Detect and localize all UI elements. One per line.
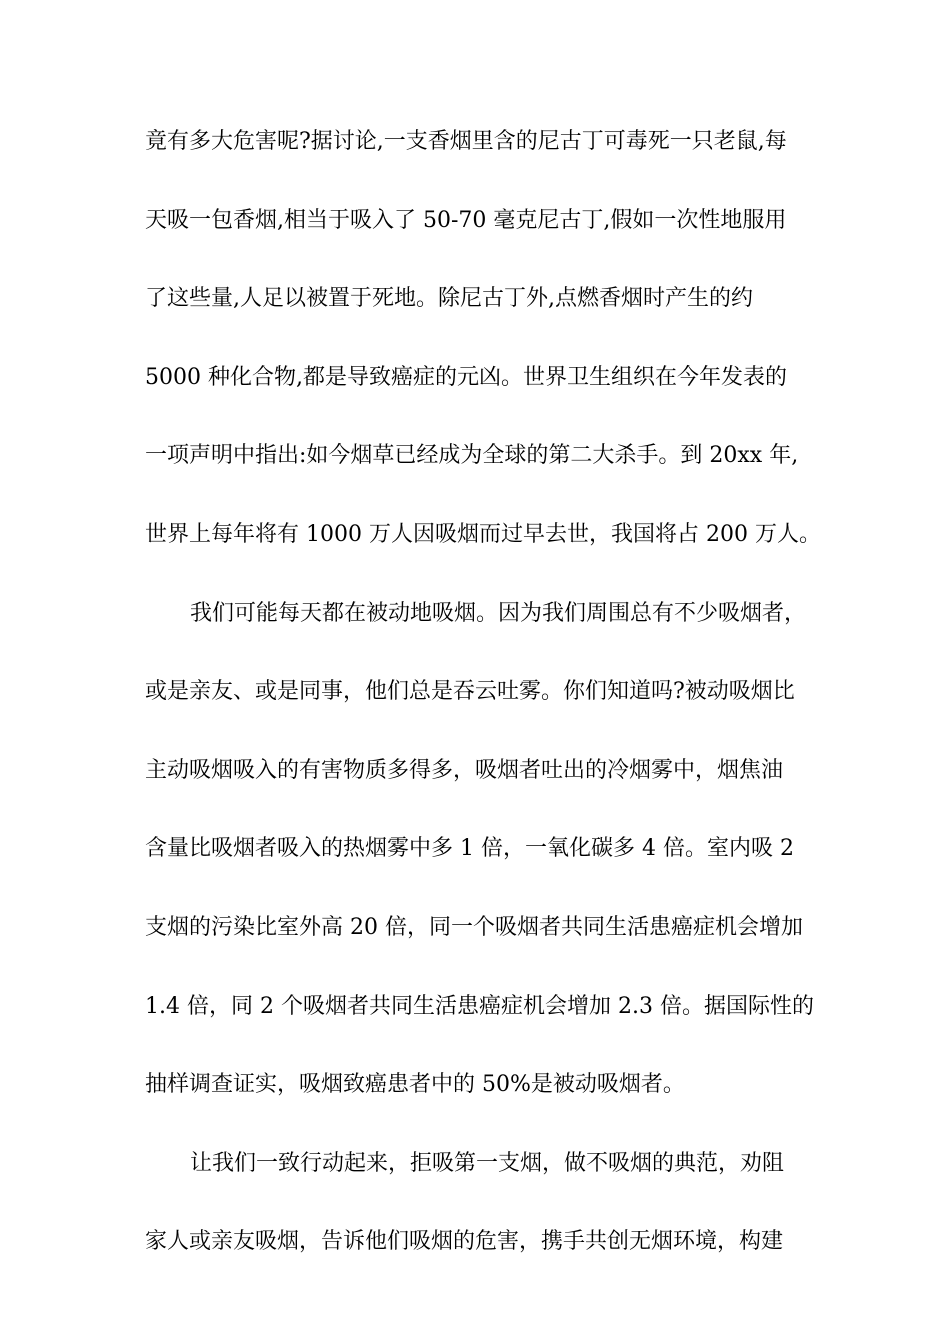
paragraph-first-line: 我们可能每天都在被动地吸烟。因为我们周围总有不少吸烟者，: [190, 600, 807, 626]
paragraph-first-line: 让我们一致行动起来，拒吸第一支烟，做不吸烟的典范，劝阻: [190, 1150, 785, 1176]
text-line: 含量比吸烟者吸入的热烟雾中多 1 倍，一氧化碳多 4 倍。室内吸 2: [145, 836, 794, 862]
text-line: 1.4 倍，同 2 个吸烟者共同生活患癌症机会增加 2.3 倍。据国际性的: [145, 993, 814, 1019]
text-line: 一项声明中指出:如今烟草已经成为全球的第二大杀手。到 20xx 年,: [145, 443, 799, 469]
text-line: 天吸一包香烟,相当于吸入了 50-70 毫克尼古丁,假如一次性地服用: [145, 207, 787, 233]
text-line: 主动吸烟吸入的有害物质多得多，吸烟者吐出的冷烟雾中，烟焦油: [145, 757, 784, 783]
text-line: 世界上每年将有 1000 万人因吸烟而过早去世，我国将占 200 万人。: [145, 521, 821, 547]
text-line: 5000 种化合物,都是导致癌症的元凶。世界卫生组织在今年发表的: [145, 364, 787, 390]
text-line: 支烟的污染比室外高 20 倍，同一个吸烟者共同生活患癌症机会增加: [145, 914, 803, 940]
text-line: 或是亲友、或是同事，他们总是吞云吐雾。你们知道吗?被动吸烟比: [145, 679, 795, 705]
body-text: [145, 129, 821, 1255]
text-line: 了这些量,人足以被置于死地。除尼古丁外,点燃香烟时产生的约: [145, 286, 753, 312]
text-line: 竟有多大危害呢?据讨论,一支香烟里含的尼古丁可毒死一只老鼠,每: [145, 129, 787, 154]
text-line: 抽样调查证实，吸烟致癌患者中的 50%是被动吸烟者。: [145, 1072, 685, 1098]
text-line: 家人或亲友吸烟，告诉他们吸烟的危害，携手共创无烟环境，构建: [145, 1229, 784, 1255]
